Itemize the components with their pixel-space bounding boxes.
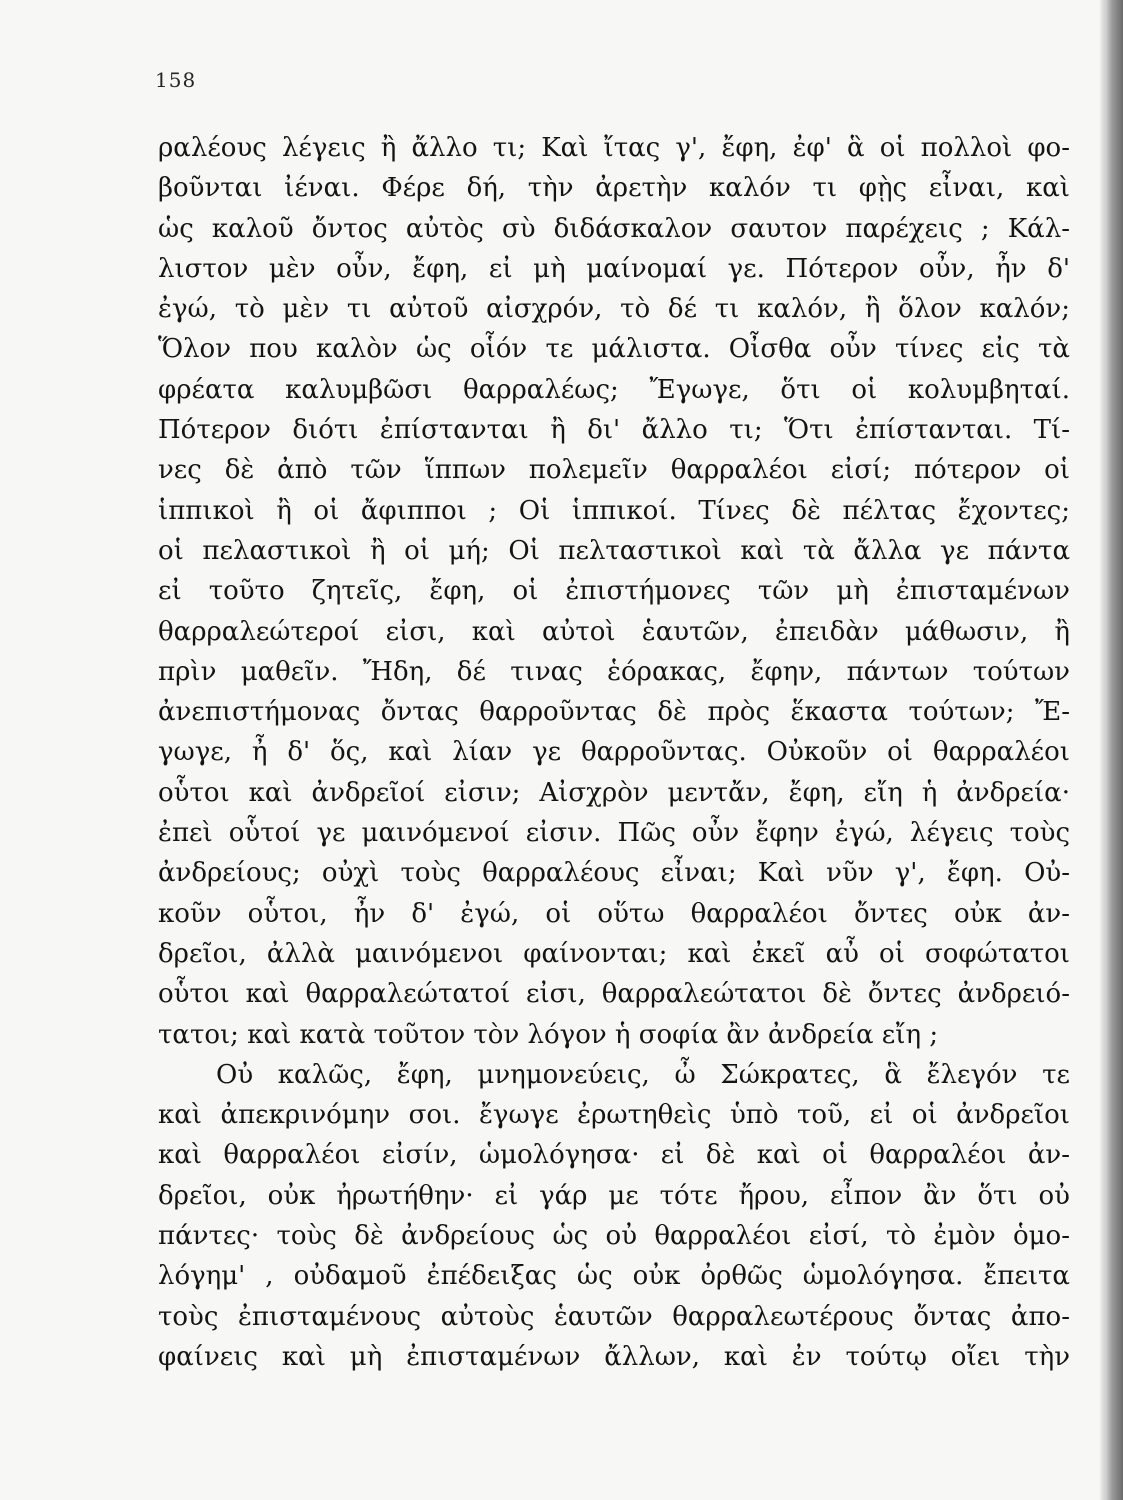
text-line: τοὺς ἐπισταμένους αὐτοὺς ἑαυτῶν θαρραλεωτέρους ὄντας ἀπο- xyxy=(158,1301,1070,1332)
text-line: εἰ τοῦτο ζητεῖς, ἔφη, οἱ ἐπιστήμονες τῶν μὴ ἐπισταμένων xyxy=(158,576,1070,607)
text-line: λόγημ' , οὐδαμοῦ ἐπέδειξας ὡς οὐκ ὀρθῶς ὡμολόγησα. ἔπειτα xyxy=(158,1261,1070,1292)
text-line: ὡς καλοῦ ὄντος αὐτὸς σὺ διδάσκαλον σαυτον παρέχεις ; Κάλ- xyxy=(158,213,1070,244)
paragraph-start-line: Οὐ καλῶς, ἔφη, μνημονεύεις, ὦ Σώκρατες, ἃ ἔλεγόν τε xyxy=(216,1059,1070,1090)
text-line: καὶ ἀπεκρινόμην σοι. ἔγωγε ἐρωτηθεὶς ὑπὸ τοῦ, εἰ οἱ ἀνδρεῖοι xyxy=(158,1100,1070,1131)
text-line: ἀνδρείους; οὐχὶ τοὺς θαρραλέους εἶναι; Καὶ νῦν γ', ἔφη. Οὐ- xyxy=(158,858,1070,889)
page-edge xyxy=(1105,0,1123,1500)
text-line: νες δὲ ἀπὸ τῶν ἵππων πολεμεῖν θαρραλέοι εἰσί; πότερον οἱ xyxy=(158,455,1070,486)
text-line: φαίνεις καὶ μὴ ἐπισταμένων ἄλλων, καὶ ἐν τούτῳ οἴει τὴν xyxy=(158,1341,1070,1372)
page-number: 158 xyxy=(155,68,197,92)
text-line: ἐγώ, τὸ μὲν τι αὐτοῦ αἰσχρόν, τὸ δέ τι καλόν, ἢ ὅλον καλόν; xyxy=(158,294,1070,325)
text-line: λιστον μὲν οὖν, ἔφη, εἰ μὴ μαίνομαί γε. Πότερον οὖν, ἦν δ' xyxy=(158,253,1070,284)
text-line: βοῦνται ἰέναι. Φέρε δή, τὴν ἀρετὴν καλόν τι φῂς εἶναι, καὶ xyxy=(158,173,1070,204)
text-line: οὗτοι καὶ ἀνδρεῖοί εἰσιν; Αἰσχρὸν μεντἄν, ἔφη, εἴη ἡ ἀνδρεία· xyxy=(158,777,1070,808)
text-line: πρὶν μαθεῖν. Ἤδη, δέ τινας ἑόρακας, ἔφην, πάντων τούτων xyxy=(158,656,1070,687)
text-line: οἱ πελαστικοὶ ἢ οἱ μή; Οἱ πελταστικοὶ καὶ τὰ ἄλλα γε πάντα xyxy=(158,535,1070,566)
text-line: δρεῖοι, οὐκ ἠρωτήθην· εἰ γάρ με τότε ἤρου, εἶπον ἂν ὅτι οὐ xyxy=(158,1180,1070,1211)
text-line: ἀνεπιστήμονας ὄντας θαρροῦντας δὲ πρὸς ἕκαστα τούτων; Ἔ- xyxy=(158,697,1070,728)
text-line: ἱππικοὶ ἢ οἱ ἄφιπποι ; Οἱ ἱππικοί. Τίνες δὲ πέλτας ἔχοντες; xyxy=(158,495,1070,526)
text-line: Ὅλον που καλὸν ὡς οἷόν τε μάλιστα. Οἶσθα οὖν τίνες εἰς τὰ xyxy=(158,334,1070,365)
text-line: καὶ θαρραλέοι εἰσίν, ὡμολόγησα· εἰ δὲ καὶ οἱ θαρραλέοι ἀν- xyxy=(158,1140,1070,1171)
text-line: Πότερον διότι ἐπίστανται ἢ δι' ἄλλο τι; Ὅτι ἐπίστανται. Τί- xyxy=(158,415,1070,446)
text-line: φρέατα καλυμβῶσι θαρραλέως; Ἔγωγε, ὅτι οἱ κολυμβηταί. xyxy=(158,374,1070,405)
body-text xyxy=(158,128,1070,1377)
text-line: κοῦν οὗτοι, ἦν δ' ἐγώ, οἱ οὕτω θαρραλέοι ὄντες οὐκ ἀν- xyxy=(158,898,1070,929)
text-line: γωγε, ἦ δ' ὅς, καὶ λίαν γε θαρροῦντας. Οὐκοῦν οἱ θαρραλέοι xyxy=(158,737,1070,768)
text-line: ἐπεὶ οὗτοί γε μαινόμενοί εἰσιν. Πῶς οὖν ἔφην ἐγώ, λέγεις τοὺς xyxy=(158,818,1070,849)
text-line: οὗτοι καὶ θαρραλεώτατοί εἰσι, θαρραλεώτατοι δὲ ὄντες ἀνδρειό- xyxy=(158,979,1070,1010)
text-line: ραλέους λέγεις ἢ ἄλλο τι; Καὶ ἴτας γ', ἔφη, ἐφ' ἃ οἱ πολλοὶ φο- xyxy=(158,133,1070,163)
text-line: δρεῖοι, ἀλλὰ μαινόμενοι φαίνονται; καὶ ἐκεῖ αὖ οἱ σοφώτατοι xyxy=(158,938,1070,969)
paragraph-end-line: τατοι; καὶ κατὰ τοῦτον τὸν λόγον ἡ σοφία ἂν ἀνδρεία εἴη ; xyxy=(158,1019,939,1050)
text-line: θαρραλεώτεροί εἰσι, καὶ αὐτοὶ ἑαυτῶν, ἐπειδὰν μάθωσιν, ἢ xyxy=(158,616,1070,647)
text-line: πάντες· τοὺς δὲ ἀνδρείους ὡς οὐ θαρραλέοι εἰσί, τὸ ἐμὸν ὁμο- xyxy=(158,1221,1070,1252)
